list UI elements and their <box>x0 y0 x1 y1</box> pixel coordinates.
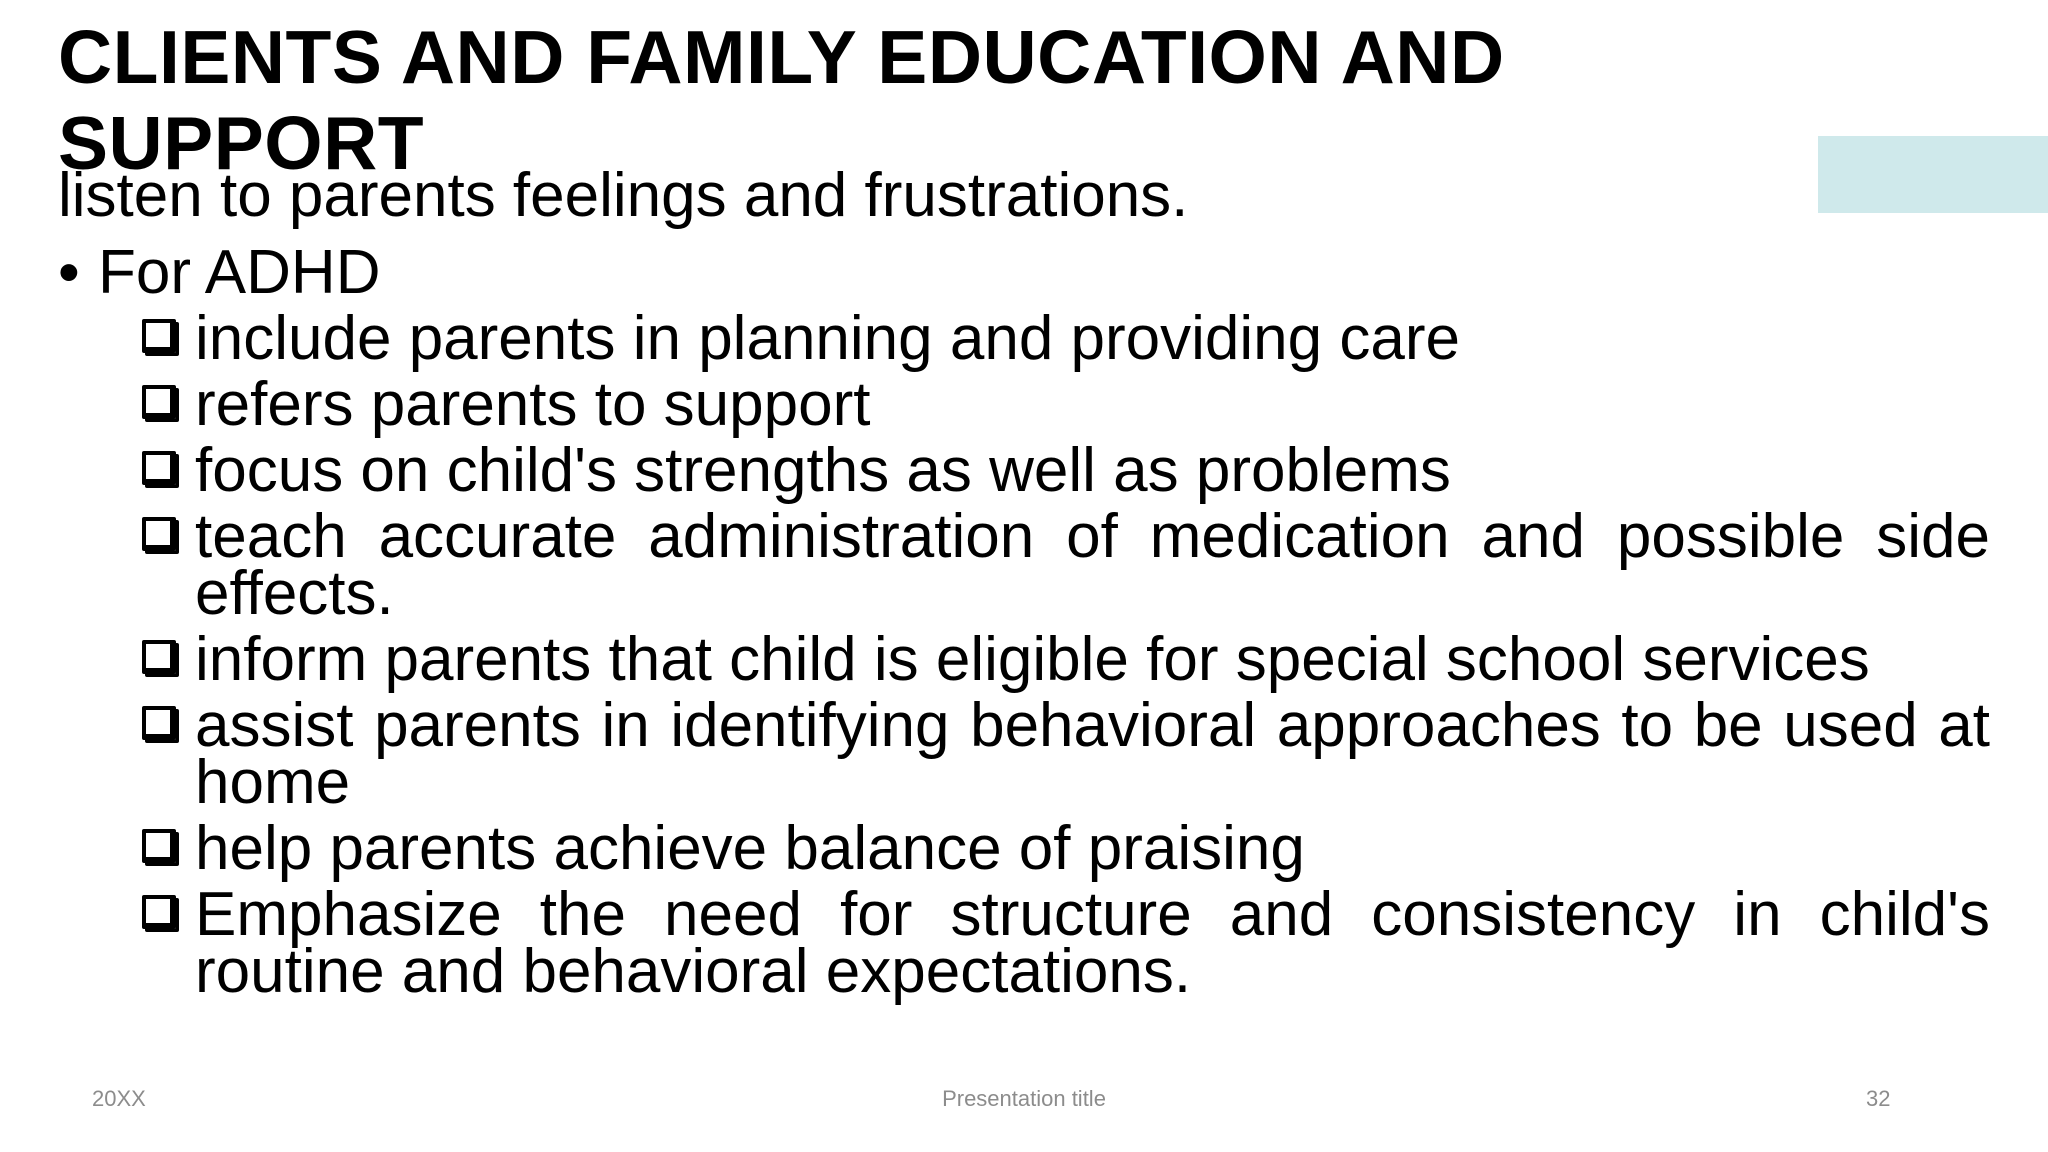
checkbox-icon <box>142 706 176 740</box>
checkbox-icon <box>142 385 176 419</box>
checkbox-icon <box>142 829 176 863</box>
list-item-text: include parents in planning and providing care <box>195 304 1460 373</box>
checkbox-icon <box>142 319 176 353</box>
checkbox-icon <box>142 895 176 929</box>
footer-date: 20XX <box>92 1086 146 1111</box>
footer-presentation-title: Presentation title <box>942 1086 1106 1111</box>
list-item <box>138 625 1990 694</box>
footer-page-number: 32 <box>1866 1086 1891 1111</box>
slide-title: CLIENTS AND FAMILY EDUCATION AND SUPPORT <box>58 15 1505 185</box>
adhd-item-list <box>58 304 1990 1006</box>
list-item-text: refers parents to support <box>195 370 871 439</box>
list-item-text: inform parents that child is eligible for special school services <box>195 625 1870 694</box>
list-item <box>138 370 1990 439</box>
intro-text: listen to parents feelings and frustrations. <box>58 161 1189 230</box>
list-item-text: Emphasize the need for structure and consistency in child's routine and behavioral expectations. <box>195 880 1990 1006</box>
bullet-adhd <box>58 236 1990 310</box>
checkbox-icon <box>142 640 176 674</box>
list-item <box>138 502 1990 628</box>
list-item <box>138 436 1990 505</box>
list-item-text: assist parents in identifying behavioral approaches to be used at home <box>195 691 1990 817</box>
list-item <box>138 814 1990 883</box>
checkbox-icon <box>142 451 176 485</box>
list-item <box>138 304 1990 373</box>
checkbox-icon <box>142 517 176 551</box>
slide-body <box>58 158 1990 1009</box>
list-item-text: help parents achieve balance of praising <box>195 814 1305 883</box>
list-item-text: teach accurate administration of medication and possible side effects. <box>195 502 1990 628</box>
list-item-text: focus on child's strengths as well as problems <box>195 436 1451 505</box>
bullet-dot-icon: • <box>58 238 80 307</box>
list-item <box>138 691 1990 817</box>
bullet-label: For ADHD <box>98 238 381 307</box>
list-item <box>138 880 1990 1006</box>
